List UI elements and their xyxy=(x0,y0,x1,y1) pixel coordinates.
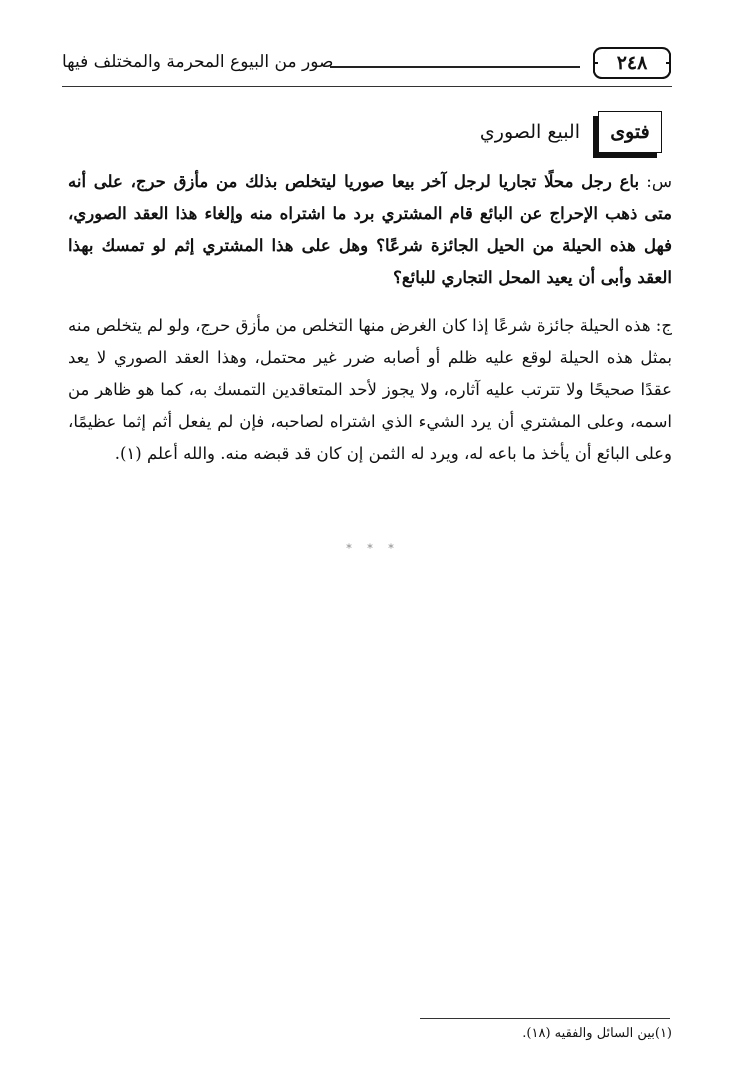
answer-text: هذه الحيلة جائزة شرعًا إذا كان الغرض منها التخلص من مأزق حرج، ولو لم يتخلص منه بمثل هذه الحيلة لوقع عليه ظلم أو أصابه ضرر غير محتمل، وهذا العقد الصوري لا يعد عقدًا صحيحًا ولا تترتب عليه آثاره، ولا يجوز لأحد المتعاقدين التمسك به، كما هو ظاهر من اسمه، وعلى المشتري أن يرد الشيء الذي اشتراه لصاحبه، فإن لم يفعل أثم إثما عظيمًا، وعلى البائع أن يأخذ ما باعه له، ويرد له الثمن إن كان قد قبضه منه. والله أعلم xyxy=(68,316,672,463)
section-title: البيع الصوري xyxy=(479,121,580,143)
section-separator: * * * xyxy=(346,542,400,555)
header-underline xyxy=(62,86,672,87)
header-rule xyxy=(330,66,580,68)
question-paragraph xyxy=(68,166,672,294)
page-number: ٢٤٨ xyxy=(616,52,648,74)
section-heading xyxy=(480,110,662,154)
question-text: باع رجل محلًا تجاريا لرجل آخر بيعا صوريا ليتخلص بذلك من مأزق حرج، على أنه متى ذهب الإحراج عن البائع قام المشتري برد ما اشتراه منه وإلغاء هذا العقد الصوري، فهل هذه الحيلة من الحيل الجائزة شرعًا؟ وهل على هذا المشتري إثم لو تمسك بهذا العقد وأبى أن يعيد المحل التجاري للبائع؟ xyxy=(68,172,672,287)
answer-prefix: ج: xyxy=(655,316,672,335)
footnote: (١)بين السائل والفقيه (١٨). xyxy=(522,1026,672,1041)
question-prefix: س: xyxy=(646,172,672,191)
fatwa-label-box xyxy=(598,111,662,153)
running-title: صور من البيوع المحرمة والمختلف فيها xyxy=(62,52,334,72)
footnote-reference: (١). xyxy=(114,444,142,463)
running-header xyxy=(62,44,672,88)
fatwa-label: فتوى xyxy=(610,121,650,143)
footnote-rule xyxy=(420,1018,670,1019)
answer-paragraph xyxy=(68,310,672,470)
page-number-ornament xyxy=(592,44,672,82)
